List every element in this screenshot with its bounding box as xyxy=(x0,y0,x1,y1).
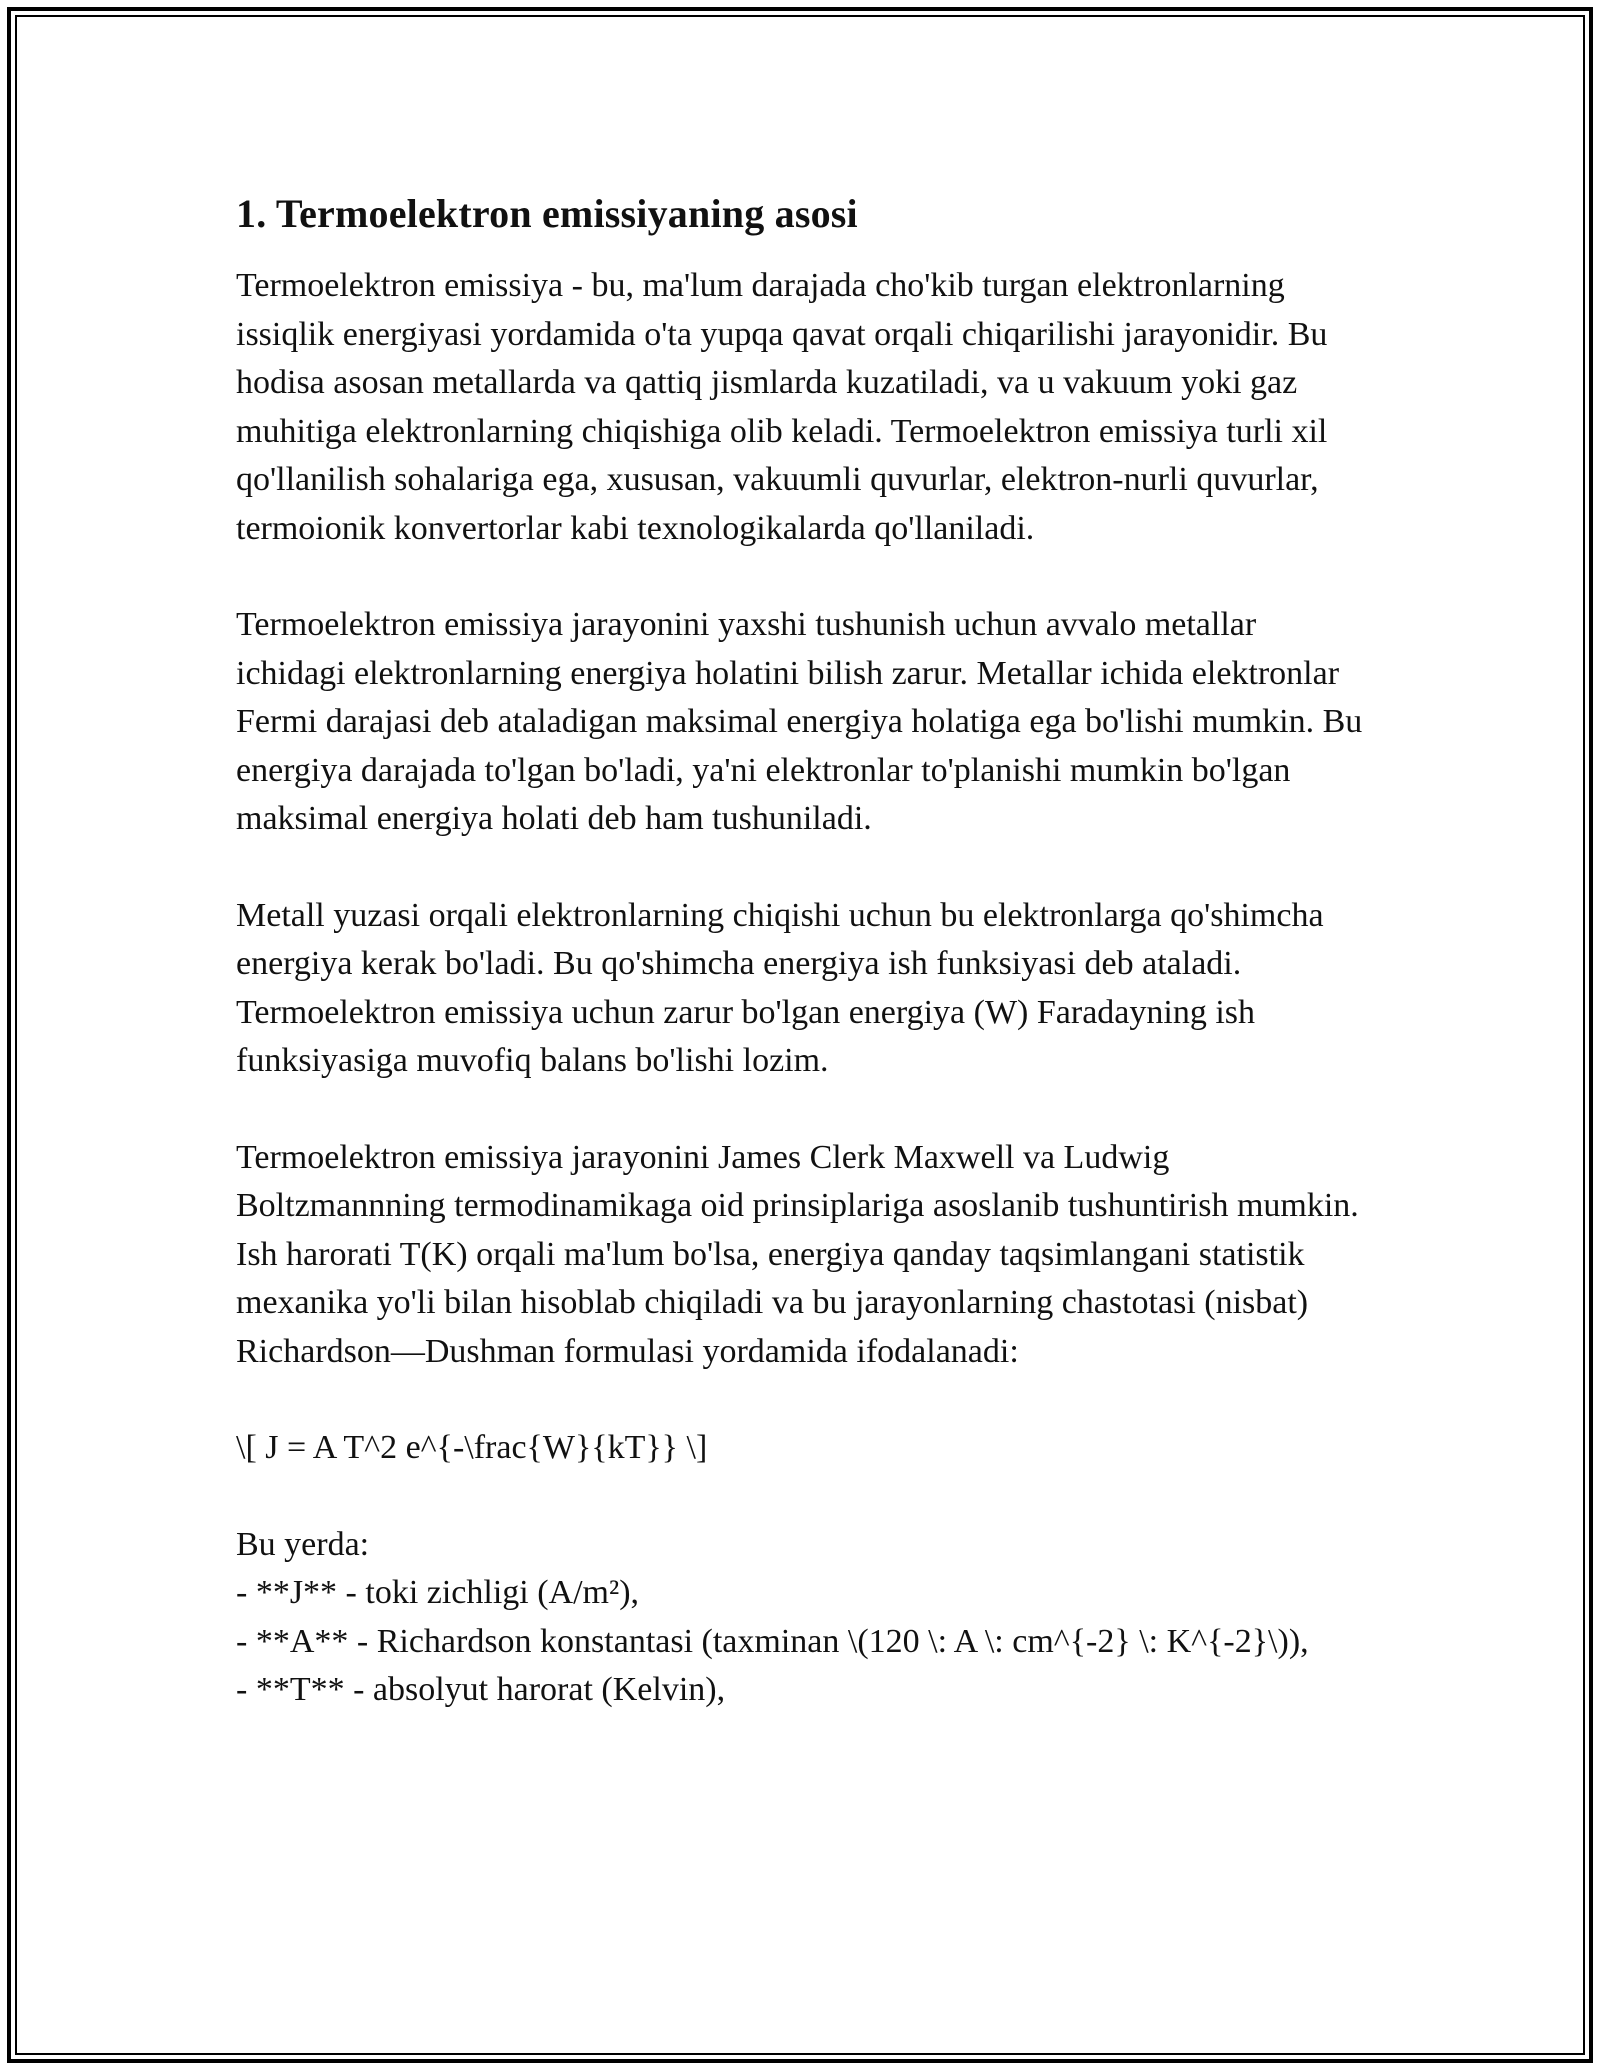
section-heading: 1. Termoelektron emissiyaning asosi xyxy=(236,191,858,236)
paragraph-gap xyxy=(236,1086,1366,1134)
paragraph-intro: Termoelektron emissiya - bu, ma'lum darajada cho'kib turgan elektronlarning issiqlik energiyasi yordamida o'ta yupqa qavat orqali chiqarilishi jarayonidir. Bu hodisa asosan metallarda va qattiq jismlarda kuzatiladi, va u vakuum yoki gaz muhitiga elektronlarning chiqishiga olib keladi. Termoelektron emissiya turli xil qo'llanilish sohalariga ega, xususan, vakuumli quvurlar, elektron-nurli quvurlar, termoionik konvertorlar kabi texnologikalarda qo'llaniladi. xyxy=(236,267,1328,547)
paragraph-gap xyxy=(236,1376,1366,1424)
paragraph-richardson: Termoelektron emissiya jarayonini James Clerk Maxwell va Ludwig Boltzmannning termodinamikaga oid prinsiplariga asoslanib tushuntirish mumkin. Ish harorati T(K) orqali ma'lum bo'lsa, energiya qanday taqsimlangani statistik mexanika yo'li bilan hisoblab chiqiladi va bu jarayonlarning chastotasi (nisbat) Richardson—Dushman formulasi yordamida ifodalanadi: xyxy=(236,1138,1359,1370)
paragraph-work-function: Metall yuzasi orqali elektronlarning chiqishi uchun bu elektronlarga qo'shimcha energiya kerak bo'ladi. Bu qo'shimcha energiya ish funksiyasi deb ataladi. Termoelektron emissiya uchun zarur bo'lgan energiya (W) Faradayning ish funksiyasiga muvofiq balans bo'lishi lozim. xyxy=(236,896,1324,1079)
paragraph-gap xyxy=(236,1473,1366,1521)
list-intro: Bu yerda: xyxy=(236,1525,370,1563)
paragraph-gap xyxy=(236,844,1366,892)
paragraph-gap xyxy=(236,553,1366,601)
document-body xyxy=(236,188,1366,1715)
list-item-j: - **J** - toki zichligi (A/m²), xyxy=(236,1574,640,1611)
list-item-t: - **T** - absolyut harorat (Kelvin), xyxy=(236,1671,726,1708)
paragraph-fermi-level: Termoelektron emissiya jarayonini yaxshi tushunish uchun avvalo metallar ichidagi elektronlarning energiya holatini bilish zarur. Metallar ichida elektronlar Fermi darajasi deb ataladigan maksimal energiya holatiga ega bo'lishi mumkin. Bu energiya darajada to'lgan bo'ladi, ya'ni elektronlar to'planishi mumkin bo'lgan maksimal energiya holati deb ham tushuniladi. xyxy=(236,606,1363,837)
richardson-formula: \[ J = A T^2 e^{-\frac{W}{kT}} \] xyxy=(236,1429,708,1466)
list-item-a: - **A** - Richardson konstantasi (taxminan \(120 \: A \: cm^{-2} \: K^{-2}\)), xyxy=(236,1622,1309,1660)
